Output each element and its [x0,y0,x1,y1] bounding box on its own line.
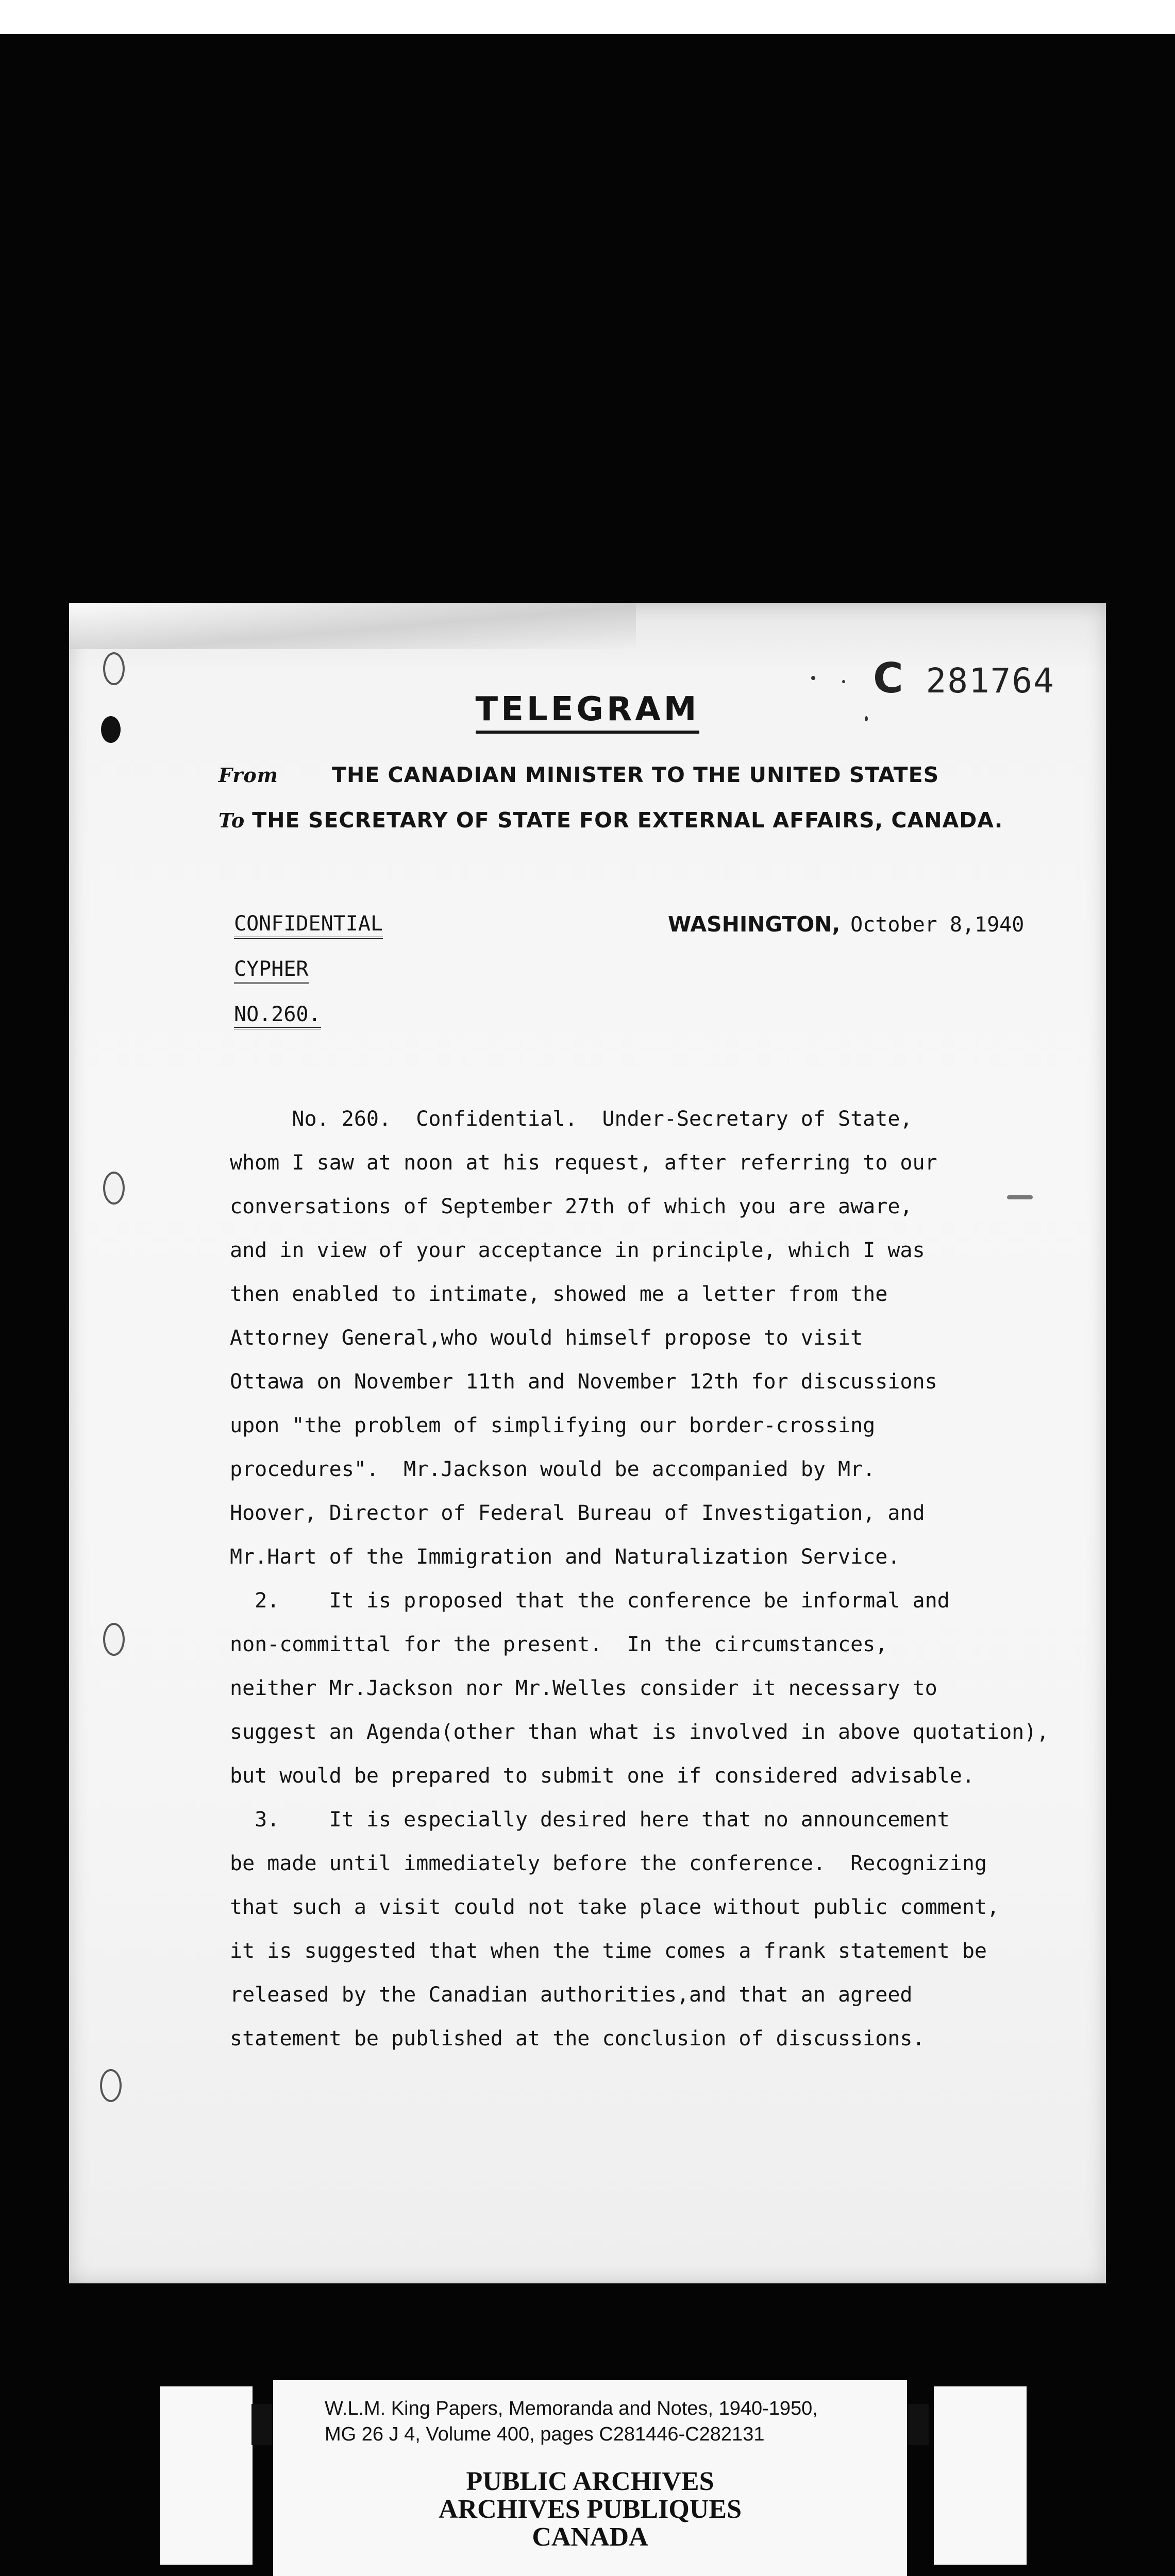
body-line: No. 260. Confidential. Under-Secretary of State, [230,1107,913,1131]
label-tab-right [934,2386,1027,2565]
body-line: whom I saw at noon at his request, after referring to our [230,1151,937,1175]
telegram-page [69,603,1106,2283]
from-line [219,762,1095,808]
body-line: non-committal for the present. In the circumstances, [230,1633,888,1656]
body-line: then enabled to intimate, showed me a letter from the [230,1282,888,1306]
archive-country: CANADA [532,2522,648,2552]
archive-citation [325,2396,855,2447]
archive-names [273,2468,907,2551]
body-line: that such a visit could not take place without public comment, [230,1895,1000,1919]
citation-line-1: W.L.M. King Papers, Memoranda and Notes, 1940-1950, [325,2398,818,2419]
document-number-prefix: C [873,654,904,702]
punch-hole-lower [103,1623,125,1656]
document-number-value: 281764 [926,661,1055,701]
telegram-body [230,1097,1096,2061]
method-line [234,957,383,1003]
citation-line-2: MG 26 J 4, Volume 400, pages C281446-C282131 [325,2424,765,2445]
body-line: 3. It is especially desired here that no announcement [230,1808,950,1832]
body-line: statement be published at the conclusion of discussions. [230,2027,925,2050]
punch-hole-bottom [100,2069,122,2102]
body-line: Ottawa on November 11th and November 12th for discussions [230,1370,937,1394]
from-value: THE CANADIAN MINISTER TO THE UNITED STATES [332,762,939,787]
place-date [668,912,1024,937]
body-line: Mr.Hart of the Immigration and Naturalization Service. [230,1545,900,1569]
telegram-number: NO.260. [234,1003,321,1029]
to-label: To [219,809,245,832]
punch-hole-middle [103,1172,125,1205]
date: October 8,1940 [850,913,1025,937]
body-line: but would be prepared to submit one if considered advisable. [230,1764,975,1788]
telegram-title-text: TELEGRAM [476,690,700,734]
label-clip-left [251,2404,272,2445]
to-line [219,808,1095,853]
archive-label [273,2380,907,2576]
archive-name-french: ARCHIVES PUBLIQUES [438,2495,742,2524]
telegram-number-line [234,1003,383,1048]
routing-block [219,762,1095,853]
body-line: released by the Canadian authorities,and that an agreed [230,1983,913,2007]
ink-speck [842,680,845,683]
body-line: procedures". Mr.Jackson would be accompanied by Mr. [230,1458,876,1481]
body-line: suggest an Agenda(other than what is involved in above quotation), [230,1720,1049,1744]
from-label: From [219,764,278,787]
classification-block [234,912,383,1048]
body-line: conversations of September 27th of which you are aware, [230,1195,913,1218]
body-line: and in view of your acceptance in principle, which I was [230,1239,925,1262]
transmission-method: CYPHER [234,957,309,984]
body-line: neither Mr.Jackson nor Mr.Welles consider it necessary to [230,1676,937,1700]
body-line: Attorney General,who would himself propose to visit [230,1326,863,1350]
label-tab-left [160,2386,253,2565]
to-value: THE SECRETARY OF STATE FOR EXTERNAL AFFAIRS, CANADA. [252,808,1003,833]
body-line: 2. It is proposed that the conference be informal and [230,1589,950,1613]
ink-speck [811,676,815,680]
body-line: Hoover, Director of Federal Bureau of Investigation, and [230,1501,925,1525]
label-clip-right [908,2404,929,2445]
paper-fold-shadow [69,603,636,649]
scan-top-margin [0,0,1175,34]
body-line: upon "the problem of simplifying our border-crossing [230,1414,876,1437]
place: WASHINGTON, [668,912,841,937]
telegram-title [69,690,1106,728]
body-line: it is suggested that when the time comes a frank statement be [230,1939,987,1963]
body-line: be made until immediately before the conference. Recognizing [230,1852,987,1875]
punch-hole-top [103,652,125,685]
classification-line [234,912,383,957]
classification: CONFIDENTIAL [234,912,383,939]
archive-name-english: PUBLIC ARCHIVES [466,2467,714,2496]
